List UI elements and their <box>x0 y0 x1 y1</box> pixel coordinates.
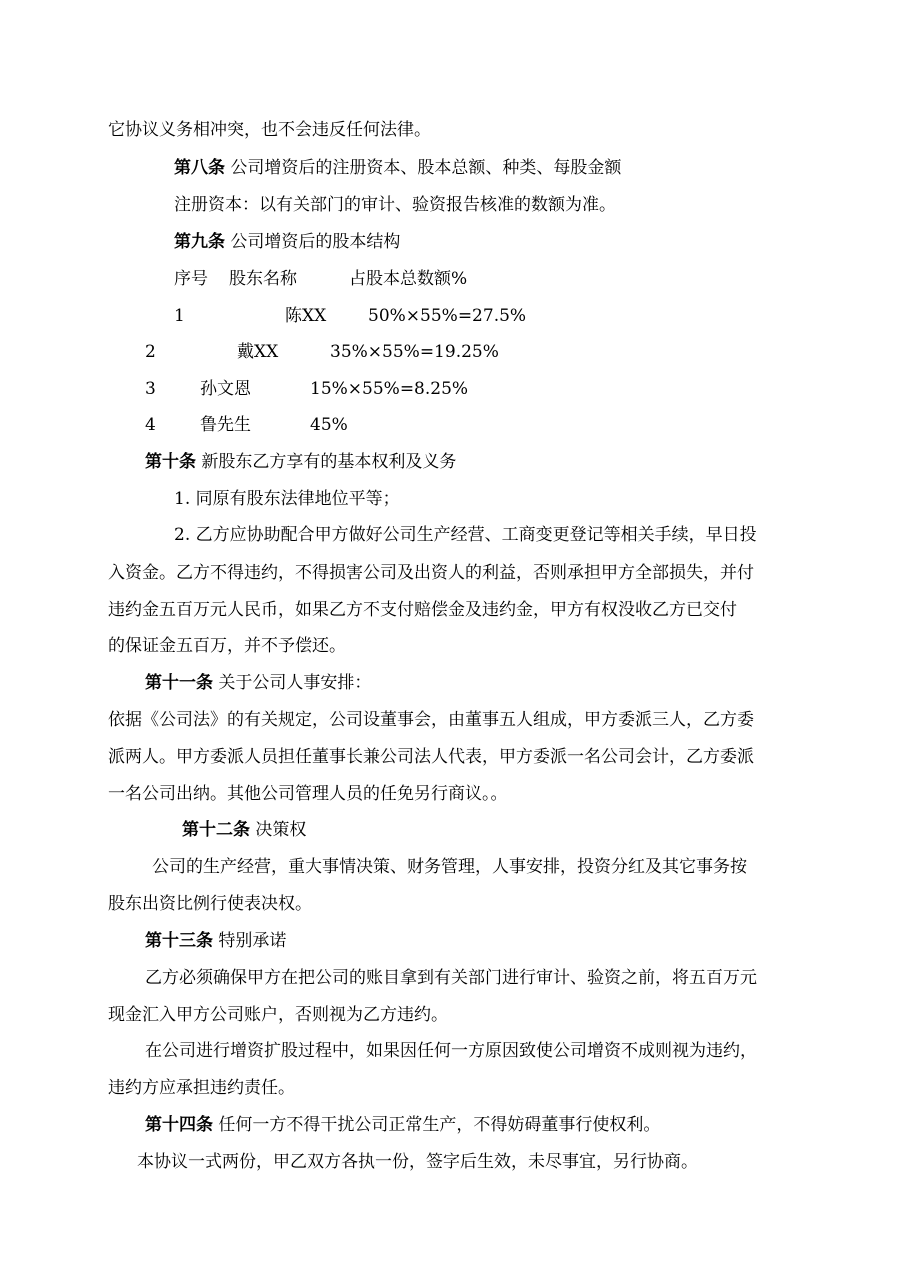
article-14-number: 第十四条 <box>145 1115 213 1135</box>
article-10-item-2-line-1: 2. 乙方应协助配合甲方做好公司生产经营、工商变更登记等相关手续，早日投 <box>174 525 757 545</box>
article-11-body-line-1: 依据《公司法》的有关规定，公司设董事会，由董事五人组成，甲方委派三人，乙方委 <box>108 710 754 730</box>
article-13-heading <box>145 929 286 953</box>
article-14-heading <box>145 1113 660 1137</box>
article-12-body-line-2: 股东出资比例行使表决权。 <box>108 894 312 914</box>
article-11-title: 关于公司人事安排： <box>218 673 372 693</box>
table-row-2-share: 35%×55%=19.25% <box>330 342 499 362</box>
article-13-para-2-line-2: 违约方应承担违约责任。 <box>108 1078 295 1098</box>
article-10-title: 新股东乙方享有的基本权利及义务 <box>201 452 457 472</box>
article-9-title: 公司增资后的股本结构 <box>230 232 401 252</box>
article-10-number: 第十条 <box>145 452 196 472</box>
table-row-2-no: 2 <box>145 342 156 362</box>
article-8-heading <box>174 156 621 180</box>
table-row-3-share: 15%×55%=8.25% <box>310 379 469 399</box>
article-9-number: 第九条 <box>174 232 225 252</box>
table-row-1-share: 50%×55%=27.5% <box>368 306 527 326</box>
article-10-heading <box>145 450 456 474</box>
closing-statement: 本协议一式两份，甲乙双方各执一份，签字后生效，未尽事宜，另行协商。 <box>137 1152 698 1172</box>
table-header-share: 占股本总数额% <box>349 269 468 289</box>
article-12-title: 决策权 <box>255 820 307 840</box>
table-row-3-name: 孙文恩 <box>200 379 251 399</box>
article-14-text: 任何一方不得干扰公司正常生产，不得妨碍董事行使权利。 <box>218 1115 661 1135</box>
table-header-name: 股东名称 <box>229 269 297 289</box>
table-row-4-name: 鲁先生 <box>200 415 251 435</box>
article-11-number: 第十一条 <box>145 673 213 693</box>
article-12-heading <box>182 818 306 842</box>
table-row-2-name: 戴XX <box>237 342 279 362</box>
table-row-3-no: 3 <box>145 379 156 399</box>
article-9-heading <box>174 230 400 254</box>
article-13-para-1-line-1: 乙方必须确保甲方在把公司的账目拿到有关部门进行审计、验资之前，将五百万元 <box>145 968 757 988</box>
article-11-heading <box>145 671 371 695</box>
article-12-body-line-1: 公司的生产经营，重大事情决策、财务管理，人事安排，投资分红及其它事务按 <box>152 857 747 877</box>
article-8-body: 注册资本：以有关部门的审计、验资报告核准的数额为准。 <box>174 195 616 215</box>
table-row-4-no: 4 <box>145 415 156 435</box>
table-row-4-share: 45% <box>310 415 348 435</box>
table-row-1-name: 陈XX <box>285 306 327 326</box>
table-row-1-no: 1 <box>174 306 185 326</box>
table-header-no: 序号 <box>174 269 208 289</box>
article-10-item-2-line-4: 的保证金五百万，并不予偿还。 <box>108 636 346 656</box>
article-10-item-2-line-2: 入资金。乙方不得违约，不得损害公司及出资人的利益，否则承担甲方全部损失，并付 <box>108 563 754 583</box>
article-13-title: 特别承诺 <box>218 931 287 951</box>
article-13-para-1-line-2: 现金汇入甲方公司账户，否则视为乙方违约。 <box>108 1005 448 1025</box>
article-11-body-line-3: 一名公司出纳。其他公司管理人员的任免另行商议。。 <box>108 784 508 804</box>
article-8-number: 第八条 <box>174 158 225 178</box>
article-10-item-2-line-3: 违约金五百万元人民币，如果乙方不支付赔偿金及违约金，甲方有权没收乙方已交付 <box>108 600 737 620</box>
article-12-number: 第十二条 <box>182 820 250 840</box>
article-13-para-2-line-1: 在公司进行增资扩股过程中，如果因任何一方原因致使公司增资不成则视为违约， <box>145 1041 757 1061</box>
article-13-number: 第十三条 <box>145 931 213 951</box>
article-8-title: 公司增资后的注册资本、股本总额、种类、每股金额 <box>230 158 622 178</box>
article-10-item-1: 1. 同原有股东法律地位平等； <box>174 489 400 509</box>
article-11-body-line-2: 派两人。甲方委派人员担任董事长兼公司法人代表，甲方委派一名公司会计，乙方委派 <box>108 747 754 767</box>
paragraph-continuation: 它协议义务相冲突，也不会违反任何法律。 <box>108 120 431 140</box>
